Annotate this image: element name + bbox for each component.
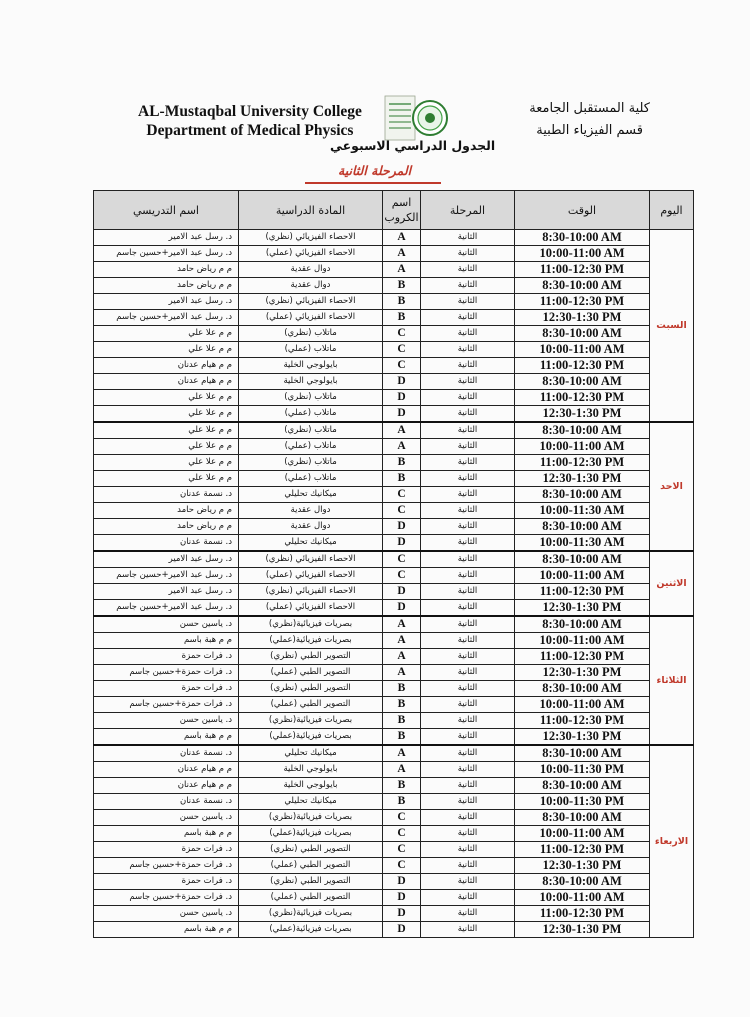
col-header-stage: المرحلة xyxy=(421,191,515,230)
subject-cell: الاحصاء الفيزيائي (نظري) xyxy=(239,584,383,600)
time-cell: 10:00-11:00 AM xyxy=(515,342,650,358)
group-cell: A xyxy=(383,616,421,633)
subject-cell: بصريات فيزيائية(نظري) xyxy=(239,810,383,826)
stage-cell: الثانية xyxy=(421,503,515,519)
group-cell: A xyxy=(383,230,421,246)
teacher-cell: م م رياض حامد xyxy=(94,278,239,294)
stage-cell: الثانية xyxy=(421,794,515,810)
teacher-cell: م م علا علي xyxy=(94,390,239,406)
subject-cell: الاحصاء الفيزيائي (نظري) xyxy=(239,230,383,246)
stage-cell: الثانية xyxy=(421,729,515,746)
group-cell: A xyxy=(383,633,421,649)
stage-cell: الثانية xyxy=(421,922,515,938)
table-row xyxy=(94,762,694,778)
group-cell: C xyxy=(383,487,421,503)
teacher-cell: م م علا علي xyxy=(94,342,239,358)
time-cell: 8:30-10:00 AM xyxy=(515,810,650,826)
stage-cell: الثانية xyxy=(421,874,515,890)
time-cell: 12:30-1:30 PM xyxy=(515,665,650,681)
schedule-body xyxy=(94,230,694,938)
teacher-cell: د. فرات حمزة+حسين جاسم xyxy=(94,858,239,874)
teacher-cell: د. ياسين حسن xyxy=(94,810,239,826)
weekly-schedule-table xyxy=(93,190,694,938)
stage-cell: الثانية xyxy=(421,906,515,922)
teacher-cell: د. رسل عبد الامير xyxy=(94,230,239,246)
teacher-cell: د. فرات حمزة+حسين جاسم xyxy=(94,890,239,906)
time-cell: 11:00-12:30 PM xyxy=(515,455,650,471)
group-cell: B xyxy=(383,471,421,487)
subject-cell: بايولوجي الخلية xyxy=(239,358,383,374)
stage-cell: الثانية xyxy=(421,600,515,617)
time-cell: 11:00-12:30 PM xyxy=(515,649,650,665)
table-row xyxy=(94,697,694,713)
group-cell: B xyxy=(383,455,421,471)
time-cell: 8:30-10:00 AM xyxy=(515,519,650,535)
teacher-cell: د. فرات حمزة+حسين جاسم xyxy=(94,665,239,681)
time-cell: 11:00-12:30 PM xyxy=(515,390,650,406)
subject-cell: بايولوجي الخلية xyxy=(239,374,383,390)
teacher-cell: د. رسل عبد الامير xyxy=(94,551,239,568)
group-cell: C xyxy=(383,326,421,342)
teacher-cell: د. فرات حمزة xyxy=(94,842,239,858)
subject-cell: بصريات فيزيائية(نظري) xyxy=(239,713,383,729)
time-cell: 10:00-11:00 AM xyxy=(515,826,650,842)
stage-cell: الثانية xyxy=(421,745,515,762)
col-header-time: الوقت xyxy=(515,191,650,230)
subject-cell: التصوير الطبي (نظري) xyxy=(239,874,383,890)
col-header-subject: المادة الدراسية xyxy=(239,191,383,230)
subject-cell: دوال عقدية xyxy=(239,262,383,278)
stage-cell: الثانية xyxy=(421,406,515,423)
table-row xyxy=(94,342,694,358)
group-cell: B xyxy=(383,713,421,729)
table-row xyxy=(94,503,694,519)
stage-cell: الثانية xyxy=(421,681,515,697)
group-cell: C xyxy=(383,358,421,374)
group-cell: C xyxy=(383,551,421,568)
time-cell: 8:30-10:00 AM xyxy=(515,422,650,439)
stage-cell: الثانية xyxy=(421,568,515,584)
teacher-cell: د. ياسين حسن xyxy=(94,616,239,633)
time-cell: 12:30-1:30 PM xyxy=(515,600,650,617)
table-row xyxy=(94,906,694,922)
group-cell: A xyxy=(383,439,421,455)
table-row xyxy=(94,262,694,278)
subject-cell: التصوير الطبي (نظري) xyxy=(239,649,383,665)
stage-cell: الثانية xyxy=(421,778,515,794)
time-cell: 12:30-1:30 PM xyxy=(515,471,650,487)
teacher-cell: م م علا علي xyxy=(94,439,239,455)
table-row xyxy=(94,584,694,600)
subject-cell: التصوير الطبي (عملي) xyxy=(239,697,383,713)
table-row xyxy=(94,406,694,423)
teacher-cell: د. فرات حمزة xyxy=(94,649,239,665)
subject-cell: التصوير الطبي (نظري) xyxy=(239,681,383,697)
group-cell: B xyxy=(383,278,421,294)
teacher-cell: م م هبة باسم xyxy=(94,826,239,842)
subject-cell: بصريات فيزيائية(عملي) xyxy=(239,826,383,842)
header-english xyxy=(138,102,362,140)
table-row xyxy=(94,455,694,471)
time-cell: 8:30-10:00 AM xyxy=(515,326,650,342)
teacher-cell: د. رسل عبد الامير+حسين جاسم xyxy=(94,246,239,262)
subject-cell: بصريات فيزيائية(نظري) xyxy=(239,906,383,922)
table-row xyxy=(94,681,694,697)
group-cell: A xyxy=(383,262,421,278)
time-cell: 10:00-11:30 PM xyxy=(515,794,650,810)
table-row xyxy=(94,665,694,681)
college-name-ar: كلية المستقبل الجامعة xyxy=(529,101,650,116)
subject-cell: ماتلاب (نظري) xyxy=(239,455,383,471)
teacher-cell: د. ياسين حسن xyxy=(94,906,239,922)
group-cell: B xyxy=(383,294,421,310)
table-row xyxy=(94,858,694,874)
time-cell: 8:30-10:00 AM xyxy=(515,681,650,697)
time-cell: 11:00-12:30 PM xyxy=(515,842,650,858)
table-row xyxy=(94,326,694,342)
subject-cell: دوال عقدية xyxy=(239,278,383,294)
group-cell: A xyxy=(383,665,421,681)
teacher-cell: م م علا علي xyxy=(94,471,239,487)
subject-cell: ماتلاب (نظري) xyxy=(239,326,383,342)
group-cell: B xyxy=(383,310,421,326)
subject-cell: ماتلاب (عملي) xyxy=(239,439,383,455)
stage-cell: الثانية xyxy=(421,246,515,262)
stage-cell: الثانية xyxy=(421,471,515,487)
teacher-cell: د. نسمة عدنان xyxy=(94,535,239,552)
teacher-cell: م م علا علي xyxy=(94,326,239,342)
teacher-cell: م م هبة باسم xyxy=(94,922,239,938)
stage-cell: الثانية xyxy=(421,810,515,826)
stage-cell: الثانية xyxy=(421,858,515,874)
stage-cell: الثانية xyxy=(421,294,515,310)
table-row xyxy=(94,745,694,762)
subject-cell: الاحصاء الفيزيائي (عملي) xyxy=(239,246,383,262)
teacher-cell: د. رسل عبد الامير+حسين جاسم xyxy=(94,600,239,617)
table-row xyxy=(94,874,694,890)
subject-cell: الاحصاء الفيزيائي (نظري) xyxy=(239,551,383,568)
group-cell: D xyxy=(383,906,421,922)
teacher-cell: م م علا علي xyxy=(94,422,239,439)
subject-cell: الاحصاء الفيزيائي (عملي) xyxy=(239,310,383,326)
teacher-cell: د. نسمة عدنان xyxy=(94,745,239,762)
subject-cell: التصوير الطبي (عملي) xyxy=(239,858,383,874)
table-row xyxy=(94,310,694,326)
stage-cell: الثانية xyxy=(421,342,515,358)
col-header-group: اسم الكروب xyxy=(383,191,421,230)
teacher-cell: م م رياض حامد xyxy=(94,519,239,535)
table-row xyxy=(94,374,694,390)
table-row xyxy=(94,778,694,794)
stage-cell: الثانية xyxy=(421,649,515,665)
stage-cell: الثانية xyxy=(421,358,515,374)
table-row xyxy=(94,230,694,246)
table-row xyxy=(94,568,694,584)
table-row xyxy=(94,487,694,503)
teacher-cell: م م علا علي xyxy=(94,455,239,471)
subject-cell: ماتلاب (نظري) xyxy=(239,390,383,406)
stage-cell: الثانية xyxy=(421,519,515,535)
group-cell: C xyxy=(383,503,421,519)
subject-cell: بصريات فيزيائية(عملي) xyxy=(239,922,383,938)
table-row xyxy=(94,535,694,552)
table-row xyxy=(94,246,694,262)
time-cell: 10:00-11:00 AM xyxy=(515,568,650,584)
time-cell: 11:00-12:30 PM xyxy=(515,713,650,729)
table-row xyxy=(94,390,694,406)
schedule-title: الجدول الدراسي الاسبوعي xyxy=(330,138,496,153)
day-cell: الاحد xyxy=(650,422,694,551)
time-cell: 10:00-11:00 AM xyxy=(515,439,650,455)
time-cell: 11:00-12:30 PM xyxy=(515,584,650,600)
stage-cell: الثانية xyxy=(421,826,515,842)
time-cell: 8:30-10:00 AM xyxy=(515,374,650,390)
stage-cell: الثانية xyxy=(421,842,515,858)
teacher-cell: د. نسمة عدنان xyxy=(94,794,239,810)
day-cell: الثلاثاء xyxy=(650,616,694,745)
stage-cell: الثانية xyxy=(421,390,515,406)
table-header-row xyxy=(94,191,694,230)
day-cell: الاربعاء xyxy=(650,745,694,938)
group-cell: C xyxy=(383,826,421,842)
teacher-cell: م م علا علي xyxy=(94,406,239,423)
group-cell: C xyxy=(383,342,421,358)
stage-cell: الثانية xyxy=(421,230,515,246)
day-cell: السبت xyxy=(650,230,694,423)
department-name-ar: قسم الفيزياء الطبية xyxy=(536,123,643,138)
table-row xyxy=(94,551,694,568)
time-cell: 8:30-10:00 AM xyxy=(515,230,650,246)
group-cell: A xyxy=(383,422,421,439)
subject-cell: ميكانيك تحليلي xyxy=(239,535,383,552)
group-cell: D xyxy=(383,406,421,423)
group-cell: B xyxy=(383,697,421,713)
group-cell: B xyxy=(383,778,421,794)
table-row xyxy=(94,826,694,842)
stage-cell: الثانية xyxy=(421,374,515,390)
group-cell: D xyxy=(383,922,421,938)
subject-cell: التصوير الطبي (عملي) xyxy=(239,665,383,681)
stage-cell: الثانية xyxy=(421,535,515,552)
group-cell: A xyxy=(383,246,421,262)
teacher-cell: د. فرات حمزة xyxy=(94,681,239,697)
stage-cell: الثانية xyxy=(421,665,515,681)
teacher-cell: د. فرات حمزة+حسين جاسم xyxy=(94,697,239,713)
subject-cell: بايولوجي الخلية xyxy=(239,778,383,794)
col-header-day: اليوم xyxy=(650,191,694,230)
group-cell: A xyxy=(383,745,421,762)
stage-cell: الثانية xyxy=(421,455,515,471)
college-name-en: AL-Mustaqbal University College xyxy=(138,103,362,120)
department-name-en: Department of Medical Physics xyxy=(146,122,354,139)
stage-cell: الثانية xyxy=(421,616,515,633)
subject-cell: ماتلاب (نظري) xyxy=(239,422,383,439)
time-cell: 10:00-11:00 AM xyxy=(515,697,650,713)
teacher-cell: د. ياسين حسن xyxy=(94,713,239,729)
time-cell: 10:00-11:00 AM xyxy=(515,633,650,649)
time-cell: 10:00-11:30 PM xyxy=(515,762,650,778)
header-arabic xyxy=(529,98,650,142)
stage-cell: الثانية xyxy=(421,278,515,294)
time-cell: 10:00-11:00 AM xyxy=(515,890,650,906)
stage-cell: الثانية xyxy=(421,326,515,342)
group-cell: C xyxy=(383,842,421,858)
time-cell: 10:00-11:30 AM xyxy=(515,503,650,519)
table-row xyxy=(94,922,694,938)
teacher-cell: د. رسل عبد الامير xyxy=(94,584,239,600)
stage-cell: الثانية xyxy=(421,633,515,649)
stage-cell: الثانية xyxy=(421,584,515,600)
subject-cell: بصريات فيزيائية(عملي) xyxy=(239,729,383,746)
table-row xyxy=(94,439,694,455)
group-cell: D xyxy=(383,584,421,600)
time-cell: 12:30-1:30 PM xyxy=(515,922,650,938)
teacher-cell: م م رياض حامد xyxy=(94,503,239,519)
subject-cell: التصوير الطبي (عملي) xyxy=(239,890,383,906)
table-row xyxy=(94,810,694,826)
time-cell: 8:30-10:00 AM xyxy=(515,874,650,890)
table-row xyxy=(94,616,694,633)
table-row xyxy=(94,890,694,906)
subject-cell: ماتلاب (عملي) xyxy=(239,342,383,358)
group-cell: D xyxy=(383,874,421,890)
stage-cell: الثانية xyxy=(421,713,515,729)
subject-cell: ميكانيك تحليلي xyxy=(239,745,383,762)
time-cell: 8:30-10:00 AM xyxy=(515,551,650,568)
teacher-cell: م م هبة باسم xyxy=(94,729,239,746)
table-row xyxy=(94,294,694,310)
stage-title: المرحلة الثانية xyxy=(338,163,412,178)
teacher-cell: م م هبة باسم xyxy=(94,633,239,649)
stage-cell: الثانية xyxy=(421,890,515,906)
time-cell: 8:30-10:00 AM xyxy=(515,745,650,762)
subject-cell: بصريات فيزيائية(نظري) xyxy=(239,616,383,633)
group-cell: B xyxy=(383,681,421,697)
time-cell: 8:30-10:00 AM xyxy=(515,778,650,794)
group-cell: C xyxy=(383,858,421,874)
group-cell: C xyxy=(383,568,421,584)
time-cell: 12:30-1:30 PM xyxy=(515,406,650,423)
teacher-cell: د. رسل عبد الامير xyxy=(94,294,239,310)
subject-cell: دوال عقدية xyxy=(239,519,383,535)
time-cell: 12:30-1:30 PM xyxy=(515,858,650,874)
time-cell: 11:00-12:30 PM xyxy=(515,294,650,310)
group-cell: A xyxy=(383,649,421,665)
subject-cell: دوال عقدية xyxy=(239,503,383,519)
group-cell: D xyxy=(383,390,421,406)
stage-cell: الثانية xyxy=(421,310,515,326)
teacher-cell: م م هيام عدنان xyxy=(94,778,239,794)
time-cell: 11:00-12:30 PM xyxy=(515,358,650,374)
stage-cell: الثانية xyxy=(421,422,515,439)
table-row xyxy=(94,422,694,439)
teacher-cell: د. فرات حمزة xyxy=(94,874,239,890)
group-cell: A xyxy=(383,762,421,778)
stage-cell: الثانية xyxy=(421,439,515,455)
stage-cell: الثانية xyxy=(421,262,515,278)
table-row xyxy=(94,358,694,374)
table-row xyxy=(94,649,694,665)
subject-cell: بصريات فيزيائية(عملي) xyxy=(239,633,383,649)
time-cell: 10:00-11:00 AM xyxy=(515,246,650,262)
teacher-cell: م م رياض حامد xyxy=(94,262,239,278)
subject-cell: ماتلاب (عملي) xyxy=(239,471,383,487)
group-cell: C xyxy=(383,810,421,826)
time-cell: 10:00-11:30 AM xyxy=(515,535,650,552)
table-row xyxy=(94,471,694,487)
group-cell: D xyxy=(383,890,421,906)
time-cell: 8:30-10:00 AM xyxy=(515,487,650,503)
subject-cell: بايولوجي الخلية xyxy=(239,762,383,778)
subject-cell: الاحصاء الفيزيائي (عملي) xyxy=(239,568,383,584)
time-cell: 8:30-10:00 AM xyxy=(515,616,650,633)
group-cell: B xyxy=(383,729,421,746)
table-row xyxy=(94,633,694,649)
time-cell: 12:30-1:30 PM xyxy=(515,729,650,746)
teacher-cell: م م هيام عدنان xyxy=(94,762,239,778)
group-cell: D xyxy=(383,374,421,390)
stage-cell: الثانية xyxy=(421,762,515,778)
time-cell: 8:30-10:00 AM xyxy=(515,278,650,294)
stage-cell: الثانية xyxy=(421,697,515,713)
subject-cell: التصوير الطبي (نظري) xyxy=(239,842,383,858)
table-row xyxy=(94,600,694,617)
time-cell: 11:00-12:30 PM xyxy=(515,262,650,278)
teacher-cell: م م هيام عدنان xyxy=(94,374,239,390)
stage-cell: الثانية xyxy=(421,551,515,568)
table-row xyxy=(94,713,694,729)
time-cell: 12:30-1:30 PM xyxy=(515,310,650,326)
table-row xyxy=(94,519,694,535)
col-header-teacher: اسم التدريسي xyxy=(94,191,239,230)
teacher-cell: د. رسل عبد الامير+حسين جاسم xyxy=(94,310,239,326)
day-cell: الاثنين xyxy=(650,551,694,616)
teacher-cell: م م هيام عدنان xyxy=(94,358,239,374)
subject-cell: ماتلاب (عملي) xyxy=(239,406,383,423)
group-cell: B xyxy=(383,794,421,810)
table-row xyxy=(94,842,694,858)
table-row xyxy=(94,794,694,810)
group-cell: D xyxy=(383,519,421,535)
stage-title-underline xyxy=(305,182,441,184)
table-row xyxy=(94,278,694,294)
teacher-cell: د. رسل عبد الامير+حسين جاسم xyxy=(94,568,239,584)
teacher-cell: د. نسمة عدنان xyxy=(94,487,239,503)
subject-cell: الاحصاء الفيزيائي (نظري) xyxy=(239,294,383,310)
group-cell: D xyxy=(383,600,421,617)
table-row xyxy=(94,729,694,746)
subject-cell: ميكانيك تحليلي xyxy=(239,487,383,503)
time-cell: 11:00-12:30 PM xyxy=(515,906,650,922)
stage-cell: الثانية xyxy=(421,487,515,503)
group-cell: D xyxy=(383,535,421,552)
subject-cell: الاحصاء الفيزيائي (عملي) xyxy=(239,600,383,617)
subject-cell: ميكانيك تحليلي xyxy=(239,794,383,810)
